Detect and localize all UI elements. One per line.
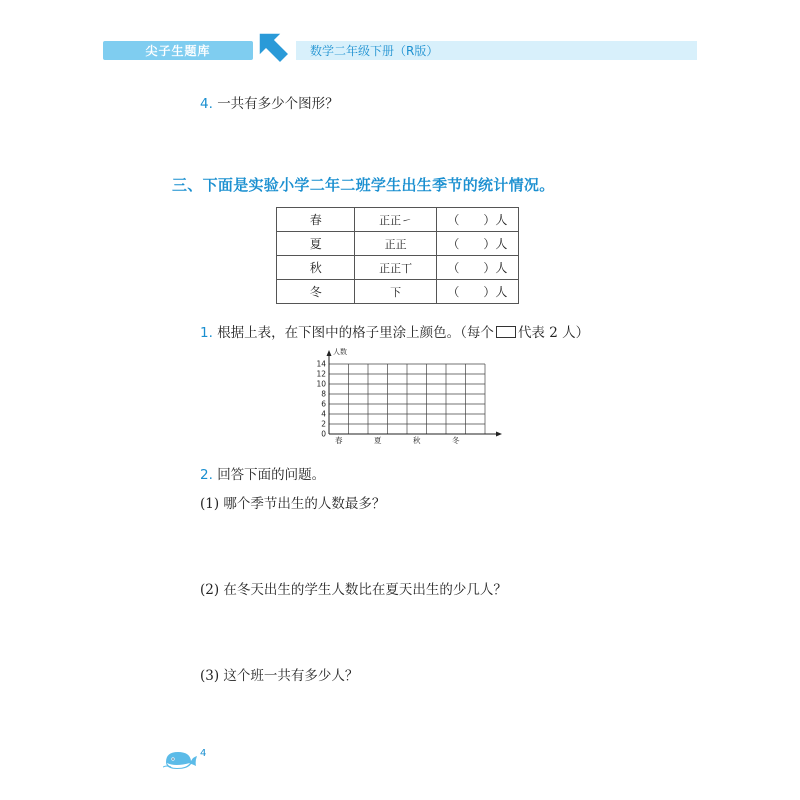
bar-chart-grid[interactable] [300, 340, 510, 448]
x-tick-label: 冬 [452, 436, 460, 445]
sub-question-3: (3) 这个班一共有多少人？ [200, 668, 359, 684]
y-tick-label: 2 [321, 419, 326, 429]
season-cell: 夏 [277, 232, 355, 256]
x-tick-label: 春 [335, 436, 343, 445]
answer-blank[interactable]: （ ）人 [436, 256, 518, 280]
y-tick-label: 6 [321, 399, 326, 409]
question-1-number: 1. [200, 325, 213, 341]
tally-cell: 正正 [355, 232, 436, 256]
y-tick-label: 10 [316, 379, 326, 389]
x-tick-label: 秋 [413, 436, 421, 445]
question-1-text: 根据上表，在下图中的格子里涂上颜色。（每个 [217, 325, 494, 341]
page-number: 4 [200, 748, 207, 759]
season-cell: 春 [277, 208, 355, 232]
tally-table [276, 207, 519, 304]
question-1 [200, 321, 589, 341]
question-2-text: 回答下面的问题。 [217, 467, 326, 483]
y-axis-arrow [327, 350, 332, 356]
header-subject [296, 41, 697, 60]
table-row [277, 256, 519, 280]
y-tick-label: 4 [321, 409, 326, 419]
tally-cell: 正正㇀ [355, 208, 436, 232]
table-row [277, 232, 519, 256]
y-tick-label: 14 [316, 359, 326, 369]
sub-question-2: (2) 在冬天出生的学生人数比在夏天出生的少几人？ [200, 582, 507, 598]
question-4 [200, 92, 339, 112]
whale-mascot-icon [163, 748, 199, 770]
y-tick-label: 12 [316, 369, 326, 379]
header-book-title [103, 41, 253, 60]
answer-blank[interactable]: （ ）人 [436, 280, 518, 304]
sub-question-1: (1) 哪个季节出生的人数最多？ [200, 496, 386, 512]
tally-cell: 下 [355, 280, 436, 304]
section-3-title: 三、下面是实验小学二年二班学生出生季节的统计情况。 [172, 176, 555, 194]
answer-blank[interactable]: （ ）人 [436, 232, 518, 256]
y-tick-label: 0 [321, 429, 326, 439]
answer-blank[interactable]: （ ）人 [436, 208, 518, 232]
header-book-title-text: 尖子生题库 [145, 44, 211, 58]
x-axis-arrow [496, 432, 502, 437]
tally-cell: 正正丅 [355, 256, 436, 280]
question-2-number: 2. [200, 467, 213, 483]
question-1-text-after: 代表 2 人） [517, 325, 590, 341]
x-tick-label: 夏 [374, 436, 382, 445]
arrow-up-left-icon [256, 30, 290, 66]
question-4-text: 一共有多少个图形？ [217, 96, 339, 112]
header-subject-text: 数学二年级下册（R版） [310, 44, 439, 58]
question-4-number: 4. [200, 96, 213, 112]
legend-square-icon [496, 326, 516, 338]
y-axis-label: 人数 [333, 348, 347, 356]
question-2 [200, 463, 325, 483]
season-cell: 秋 [277, 256, 355, 280]
season-cell: 冬 [277, 280, 355, 304]
table-row [277, 280, 519, 304]
y-tick-label: 8 [321, 389, 326, 399]
table-row [277, 208, 519, 232]
